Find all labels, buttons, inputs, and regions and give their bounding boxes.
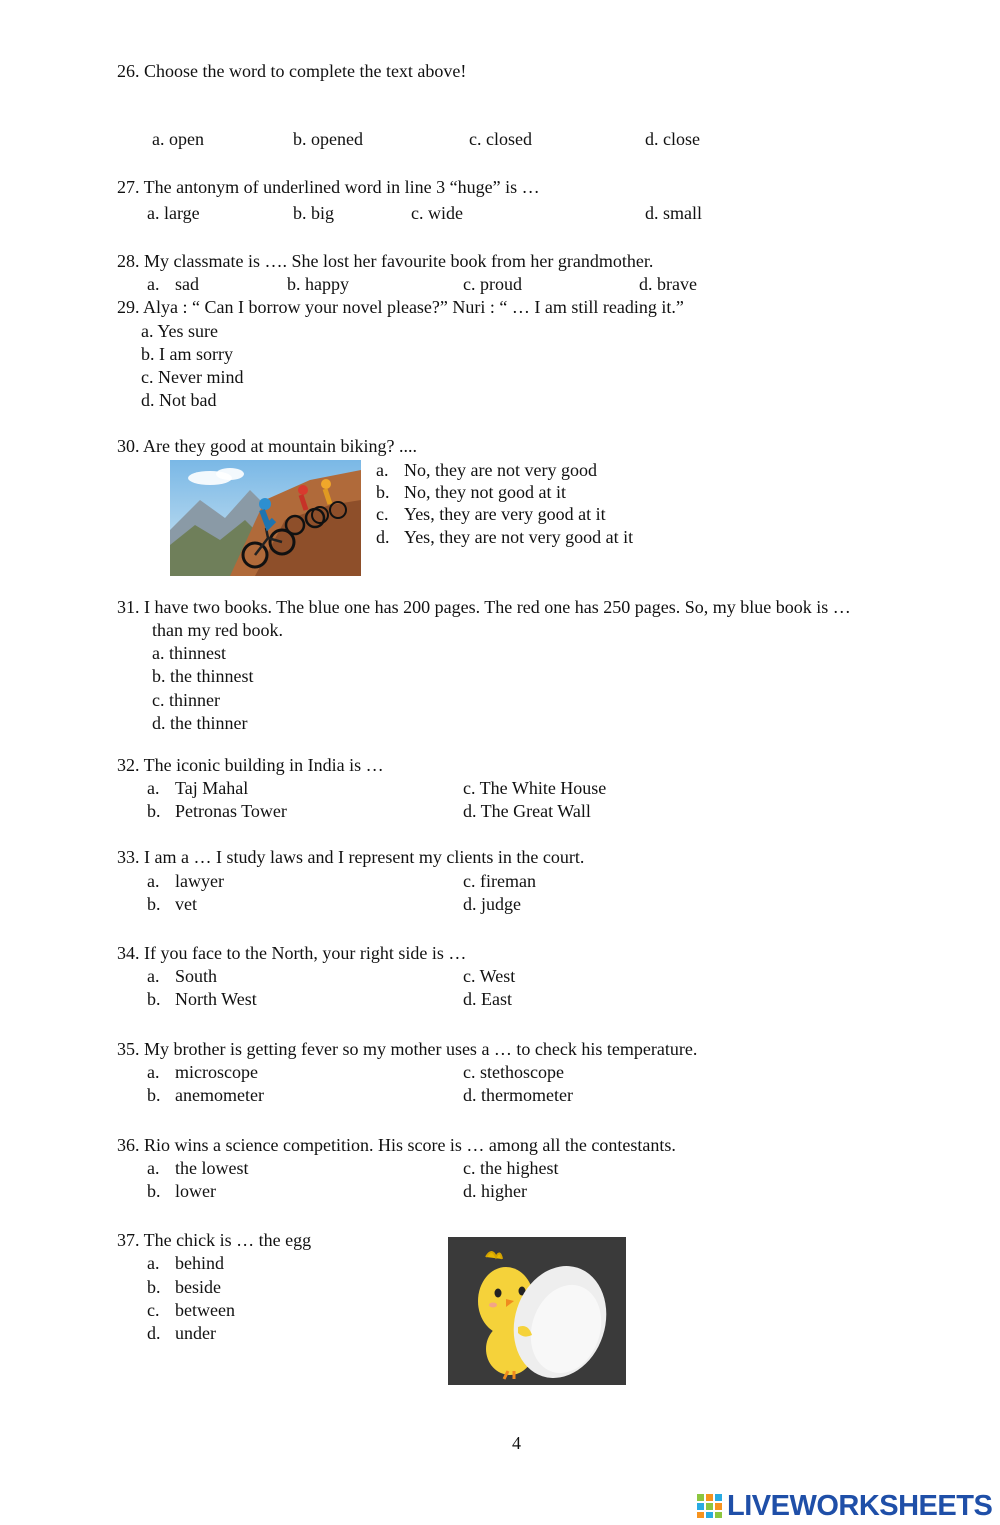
q33-option-b[interactable]: vet xyxy=(175,894,197,914)
q34-option-c[interactable]: c. West xyxy=(463,966,516,986)
q37-option-a-letter: a. xyxy=(147,1253,160,1273)
q34-option-a[interactable]: South xyxy=(175,966,218,986)
chick-egg-image xyxy=(448,1237,626,1385)
q32-option-b-letter: b. xyxy=(147,801,161,821)
q34-option-b[interactable]: North West xyxy=(175,989,257,1009)
q35-option-a-letter: a. xyxy=(147,1062,160,1082)
q33-option-b-letter: b. xyxy=(147,894,161,914)
q37-option-d[interactable]: under xyxy=(175,1323,216,1343)
q30-option-b-letter: b. xyxy=(376,482,390,502)
q37-option-a[interactable]: behind xyxy=(175,1253,224,1273)
q37-option-c-letter: c. xyxy=(147,1300,160,1320)
question-28-stem: 28. My classmate is …. She lost her favourite book from her grandmother. xyxy=(117,251,654,271)
q31-option-c[interactable]: c. thinner xyxy=(152,690,220,710)
q27-option-b[interactable]: b. big xyxy=(293,203,335,223)
question-27-stem: 27. The antonym of underlined word in line 3 “huge” is … xyxy=(117,177,540,197)
question-32-stem: 32. The iconic building in India is … xyxy=(117,755,384,775)
question-37-stem: 37. The chick is … the egg xyxy=(117,1230,312,1250)
q36-option-d[interactable]: d. higher xyxy=(463,1181,527,1201)
liveworksheets-logo-icon xyxy=(697,1494,723,1518)
question-31-stem: 31. I have two books. The blue one has 200 pages. The red one has 250 pages. So, my blue book is … xyxy=(117,597,851,617)
q36-option-b[interactable]: lower xyxy=(175,1181,216,1201)
q36-option-a[interactable]: the lowest xyxy=(175,1158,249,1178)
q27-option-c[interactable]: c. wide xyxy=(411,203,463,223)
q37-option-c[interactable]: between xyxy=(175,1300,235,1320)
q27-option-a[interactable]: a. large xyxy=(147,203,200,223)
q32-option-a[interactable]: Taj Mahal xyxy=(175,778,249,798)
q30-option-b[interactable]: No, they not good at it xyxy=(404,482,566,502)
q32-option-a-letter: a. xyxy=(147,778,160,798)
q30-option-d[interactable]: Yes, they are not very good at it xyxy=(404,527,634,547)
q35-option-d[interactable]: d. thermometer xyxy=(463,1085,573,1105)
q37-option-b-letter: b. xyxy=(147,1277,161,1297)
question-35-stem: 35. My brother is getting fever so my mother uses a … to check his temperature. xyxy=(117,1039,698,1059)
mountain-biking-image xyxy=(170,460,361,576)
q26-option-b[interactable]: b. opened xyxy=(293,129,363,149)
question-36-stem: 36. Rio wins a science competition. His score is … among all the contestants. xyxy=(117,1135,676,1155)
page-number: 4 xyxy=(512,1433,521,1453)
liveworksheets-logo[interactable] xyxy=(697,1488,992,1524)
q34-option-b-letter: b. xyxy=(147,989,161,1009)
q27-option-d[interactable]: d. small xyxy=(645,203,702,223)
question-26-stem: 26. Choose the word to complete the text above! xyxy=(117,61,467,81)
question-30-stem: 30. Are they good at mountain biking? .... xyxy=(117,436,417,456)
q32-option-c[interactable]: c. The White House xyxy=(463,778,607,798)
q26-option-c[interactable]: c. closed xyxy=(469,129,532,149)
q33-option-a-letter: a. xyxy=(147,871,160,891)
q28-option-a[interactable]: sad xyxy=(175,274,199,294)
q37-option-d-letter: d. xyxy=(147,1323,161,1343)
question-34-stem: 34. If you face to the North, your right side is … xyxy=(117,943,467,963)
q35-option-b-letter: b. xyxy=(147,1085,161,1105)
question-31-stem-continued: than my red book. xyxy=(152,620,283,640)
question-29-stem: 29. Alya : “ Can I borrow your novel please?” Nuri : “ … I am still reading it.” xyxy=(117,297,684,317)
q30-option-c-letter: c. xyxy=(376,504,389,524)
q30-option-c[interactable]: Yes, they are very good at it xyxy=(404,504,606,524)
q28-option-c[interactable]: c. proud xyxy=(463,274,522,294)
chick-behind-egg-illustration xyxy=(448,1237,626,1385)
q29-option-c[interactable]: c. Never mind xyxy=(141,367,244,387)
liveworksheets-brand-text: LIVEWORKSHEETS xyxy=(727,1489,993,1522)
question-33-stem: 33. I am a … I study laws and I represent my clients in the court. xyxy=(117,847,585,867)
mountain-biking-illustration xyxy=(170,460,361,576)
q28-option-a-letter: a. xyxy=(147,274,160,294)
q34-option-d[interactable]: d. East xyxy=(463,989,512,1009)
q31-option-a[interactable]: a. thinnest xyxy=(152,643,226,663)
q32-option-b[interactable]: Petronas Tower xyxy=(175,801,287,821)
q26-option-a[interactable]: a. open xyxy=(152,129,204,149)
q33-option-a[interactable]: lawyer xyxy=(175,871,224,891)
q30-option-a-letter: a. xyxy=(376,460,389,480)
q26-option-d[interactable]: d. close xyxy=(645,129,700,149)
q31-option-b[interactable]: b. the thinnest xyxy=(152,666,254,686)
q36-option-c[interactable]: c. the highest xyxy=(463,1158,559,1178)
q28-option-d[interactable]: d. brave xyxy=(639,274,697,294)
q29-option-b[interactable]: b. I am sorry xyxy=(141,344,233,364)
q36-option-a-letter: a. xyxy=(147,1158,160,1178)
q31-option-d[interactable]: d. the thinner xyxy=(152,713,248,733)
q33-option-c[interactable]: c. fireman xyxy=(463,871,536,891)
q32-option-d[interactable]: d. The Great Wall xyxy=(463,801,591,821)
q33-option-d[interactable]: d. judge xyxy=(463,894,521,914)
q35-option-c[interactable]: c. stethoscope xyxy=(463,1062,564,1082)
q35-option-b[interactable]: anemometer xyxy=(175,1085,264,1105)
q29-option-d[interactable]: d. Not bad xyxy=(141,390,217,410)
q37-option-b[interactable]: beside xyxy=(175,1277,221,1297)
q30-option-a[interactable]: No, they are not very good xyxy=(404,460,597,480)
q28-option-b[interactable]: b. happy xyxy=(287,274,349,294)
q36-option-b-letter: b. xyxy=(147,1181,161,1201)
q35-option-a[interactable]: microscope xyxy=(175,1062,258,1082)
q34-option-a-letter: a. xyxy=(147,966,160,986)
q30-option-d-letter: d. xyxy=(376,527,390,547)
q29-option-a[interactable]: a. Yes sure xyxy=(141,321,219,341)
